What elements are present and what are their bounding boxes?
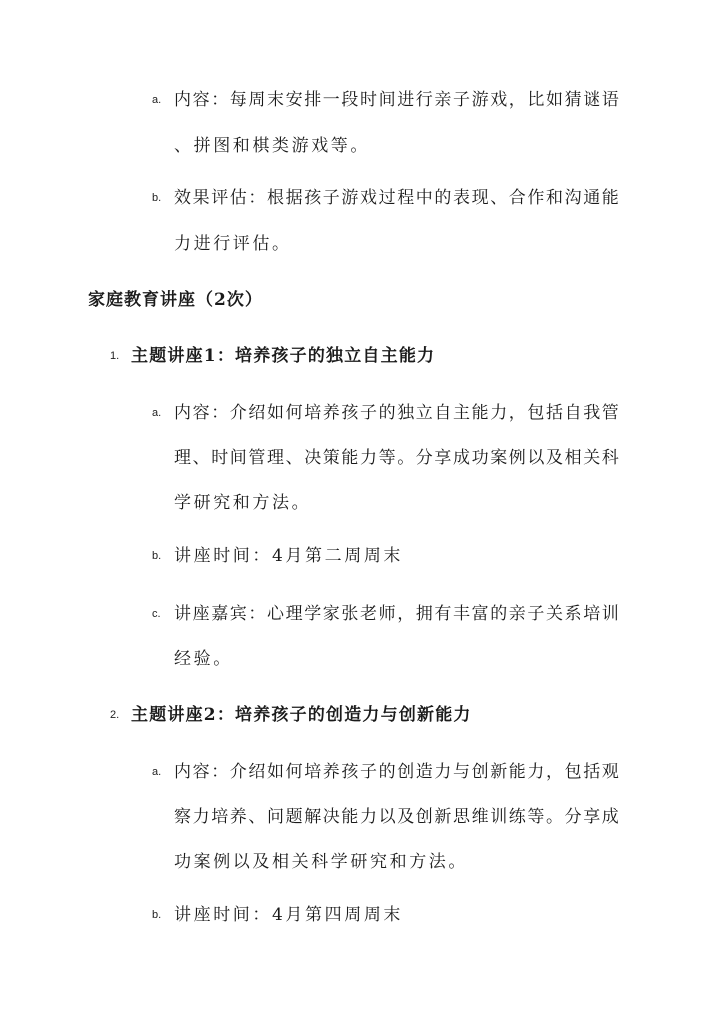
item-text-line: 察力培养、问题解决能力以及创新思维训练等。分享成 [174,807,621,827]
item-text-line: 力进行评估。 [174,234,292,254]
list-marker-a: a. [152,766,162,778]
list-number-1: 1. [110,350,120,362]
item-text-line: 、拼图和棋类游戏等。 [174,136,370,156]
item-text-line: 讲座时间：4月第二周周末 [174,546,404,566]
list-marker-b: b. [152,909,162,921]
list-marker-c: c. [152,608,161,620]
item-text-line: 讲座时间：4月第四周周末 [174,905,404,925]
list-number-2: 2. [110,709,120,721]
item-text-line: 内容：介绍如何培养孩子的独立自主能力，包括自我管 [174,403,621,423]
item-text-line: 学研究和方法。 [174,493,312,513]
item-text-line: 理、时间管理、决策能力等。分享成功案例以及相关科 [174,448,621,468]
item-text-line: 效果评估：根据孩子游戏过程中的表现、合作和沟通能 [174,188,621,208]
lecture-title: 主题讲座2：培养孩子的创造力与创新能力 [131,705,472,725]
list-marker-a: a. [152,94,162,106]
item-text-line: 经验。 [174,649,233,669]
list-marker-b: b. [152,550,162,562]
lecture-title: 主题讲座1：培养孩子的独立自主能力 [131,346,436,366]
item-text-line: 内容：介绍如何培养孩子的创造力与创新能力，包括观 [174,762,621,782]
item-text-line: 功案例以及相关科学研究和方法。 [174,852,468,872]
item-text-line: 内容：每周末安排一段时间进行亲子游戏，比如猜谜语 [174,90,621,110]
list-marker-a: a. [152,407,162,419]
list-marker-b: b. [152,192,162,204]
section-heading: 家庭教育讲座（2次） [88,290,263,310]
item-text-line: 讲座嘉宾：心理学家张老师，拥有丰富的亲子关系培训 [174,604,621,624]
